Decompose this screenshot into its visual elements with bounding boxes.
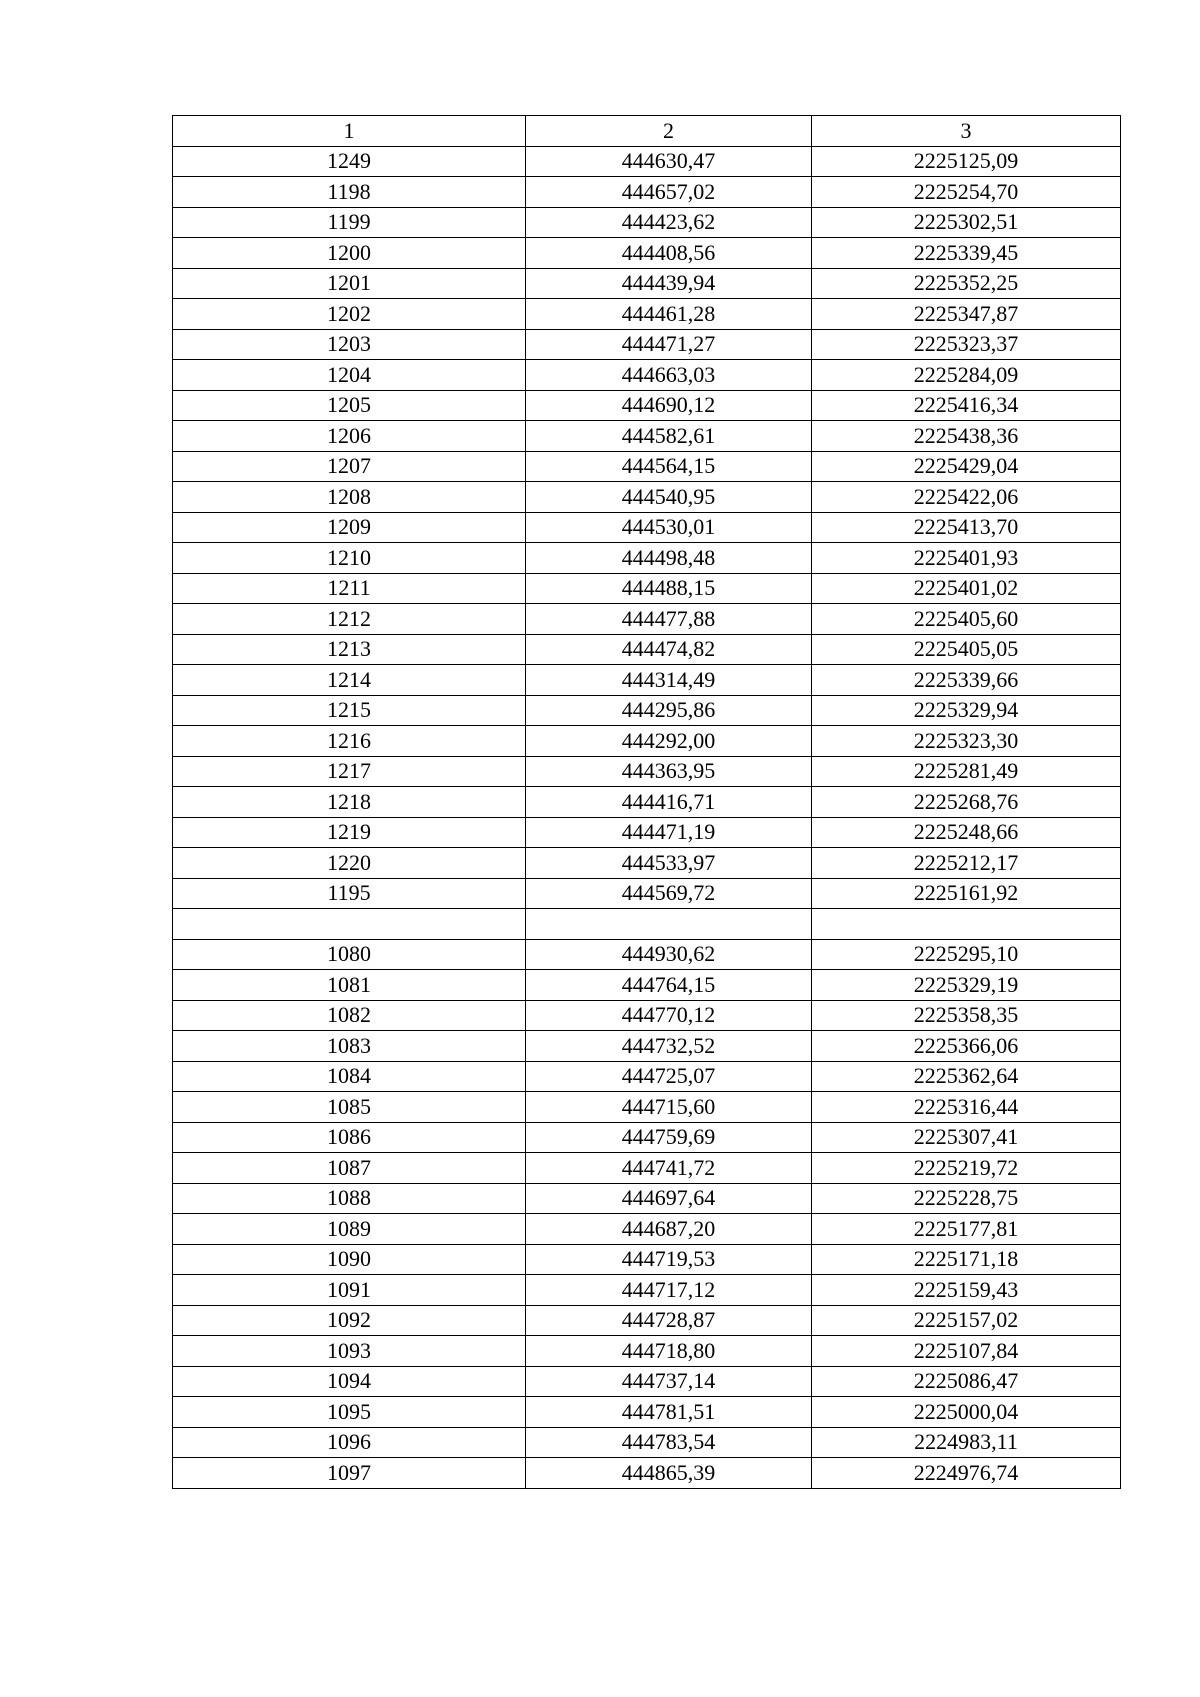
header-row xyxy=(173,116,1121,147)
x-coordinate-cell: 444717,12 xyxy=(526,1275,812,1306)
y-coordinate-cell: 2225177,81 xyxy=(812,1214,1121,1245)
x-coordinate-cell: 444408,56 xyxy=(526,238,812,269)
table-row xyxy=(173,817,1121,848)
point-number-cell: 1249 xyxy=(173,146,526,177)
point-number-cell: 1084 xyxy=(173,1061,526,1092)
y-coordinate-cell: 2225295,10 xyxy=(812,939,1121,970)
x-coordinate-cell: 444715,60 xyxy=(526,1092,812,1123)
table-row xyxy=(173,1092,1121,1123)
table-row xyxy=(173,543,1121,574)
table-row xyxy=(173,604,1121,635)
y-coordinate-cell: 2225157,02 xyxy=(812,1305,1121,1336)
x-coordinate-cell: 444663,03 xyxy=(526,360,812,391)
y-coordinate-cell: 2225438,36 xyxy=(812,421,1121,452)
table-row xyxy=(173,1061,1121,1092)
x-coordinate-cell: 444461,28 xyxy=(526,299,812,330)
table-body xyxy=(173,146,1121,1488)
y-coordinate-cell: 2225212,17 xyxy=(812,848,1121,879)
point-number-cell: 1093 xyxy=(173,1336,526,1367)
y-coordinate-cell: 2225161,92 xyxy=(812,878,1121,909)
table-row xyxy=(173,1397,1121,1428)
x-coordinate-cell: 444488,15 xyxy=(526,573,812,604)
x-coordinate-cell: 444439,94 xyxy=(526,268,812,299)
y-coordinate-cell: 2225323,30 xyxy=(812,726,1121,757)
x-coordinate-cell: 444764,15 xyxy=(526,970,812,1001)
y-coordinate-cell: 2225413,70 xyxy=(812,512,1121,543)
table-row xyxy=(173,1214,1121,1245)
x-coordinate-cell: 444930,62 xyxy=(526,939,812,970)
y-coordinate-cell: 2225171,18 xyxy=(812,1244,1121,1275)
column-header-3: 3 xyxy=(812,116,1121,147)
y-coordinate-cell: 2225323,37 xyxy=(812,329,1121,360)
x-coordinate-cell: 444630,47 xyxy=(526,146,812,177)
x-coordinate-cell: 444657,02 xyxy=(526,177,812,208)
point-number-cell: 1201 xyxy=(173,268,526,299)
y-coordinate-cell: 2225401,02 xyxy=(812,573,1121,604)
x-coordinate-cell: 444498,48 xyxy=(526,543,812,574)
point-number-cell: 1198 xyxy=(173,177,526,208)
point-number-cell: 1097 xyxy=(173,1458,526,1489)
point-number-cell: 1195 xyxy=(173,878,526,909)
x-coordinate-cell: 444423,62 xyxy=(526,207,812,238)
y-coordinate-cell: 2225422,06 xyxy=(812,482,1121,513)
x-coordinate-cell: 444781,51 xyxy=(526,1397,812,1428)
y-coordinate-cell: 2225219,72 xyxy=(812,1153,1121,1184)
y-coordinate-cell: 2225159,43 xyxy=(812,1275,1121,1306)
table-row xyxy=(173,1366,1121,1397)
y-coordinate-cell: 2225000,04 xyxy=(812,1397,1121,1428)
point-number-cell: 1219 xyxy=(173,817,526,848)
table-row xyxy=(173,1122,1121,1153)
point-number-cell: 1212 xyxy=(173,604,526,635)
point-number-cell: 1096 xyxy=(173,1427,526,1458)
x-coordinate-cell: 444728,87 xyxy=(526,1305,812,1336)
x-coordinate-cell: 444295,86 xyxy=(526,695,812,726)
table-row xyxy=(173,482,1121,513)
point-number-cell xyxy=(173,909,526,940)
point-number-cell: 1202 xyxy=(173,299,526,330)
table-row xyxy=(173,970,1121,1001)
point-number-cell: 1203 xyxy=(173,329,526,360)
point-number-cell: 1086 xyxy=(173,1122,526,1153)
x-coordinate-cell: 444732,52 xyxy=(526,1031,812,1062)
y-coordinate-cell: 2224983,11 xyxy=(812,1427,1121,1458)
table-row xyxy=(173,146,1121,177)
point-number-cell: 1207 xyxy=(173,451,526,482)
table-row xyxy=(173,665,1121,696)
x-coordinate-cell: 444530,01 xyxy=(526,512,812,543)
point-number-cell: 1218 xyxy=(173,787,526,818)
table-row xyxy=(173,939,1121,970)
point-number-cell: 1200 xyxy=(173,238,526,269)
y-coordinate-cell: 2225248,66 xyxy=(812,817,1121,848)
y-coordinate-cell: 2225339,45 xyxy=(812,238,1121,269)
x-coordinate-cell: 444783,54 xyxy=(526,1427,812,1458)
y-coordinate-cell: 2225429,04 xyxy=(812,451,1121,482)
table-row xyxy=(173,573,1121,604)
table-row xyxy=(173,360,1121,391)
x-coordinate-cell: 444582,61 xyxy=(526,421,812,452)
point-number-cell: 1082 xyxy=(173,1000,526,1031)
x-coordinate-cell: 444697,64 xyxy=(526,1183,812,1214)
x-coordinate-cell: 444770,12 xyxy=(526,1000,812,1031)
y-coordinate-cell: 2225401,93 xyxy=(812,543,1121,574)
table-row xyxy=(173,787,1121,818)
table-row xyxy=(173,268,1121,299)
x-coordinate-cell: 444474,82 xyxy=(526,634,812,665)
x-coordinate-cell: 444363,95 xyxy=(526,756,812,787)
point-number-cell: 1092 xyxy=(173,1305,526,1336)
table-row xyxy=(173,451,1121,482)
point-number-cell: 1209 xyxy=(173,512,526,543)
x-coordinate-cell: 444471,27 xyxy=(526,329,812,360)
table-row xyxy=(173,726,1121,757)
column-header-2: 2 xyxy=(526,116,812,147)
x-coordinate-cell: 444737,14 xyxy=(526,1366,812,1397)
point-number-cell: 1094 xyxy=(173,1366,526,1397)
x-coordinate-cell: 444564,15 xyxy=(526,451,812,482)
x-coordinate-cell: 444533,97 xyxy=(526,848,812,879)
point-number-cell: 1210 xyxy=(173,543,526,574)
point-number-cell: 1199 xyxy=(173,207,526,238)
x-coordinate-cell: 444314,49 xyxy=(526,665,812,696)
table-row xyxy=(173,1031,1121,1062)
table-row xyxy=(173,421,1121,452)
point-number-cell: 1083 xyxy=(173,1031,526,1062)
y-coordinate-cell: 2225302,51 xyxy=(812,207,1121,238)
y-coordinate-cell: 2225281,49 xyxy=(812,756,1121,787)
x-coordinate-cell: 444690,12 xyxy=(526,390,812,421)
table-row xyxy=(173,1275,1121,1306)
y-coordinate-cell: 2225316,44 xyxy=(812,1092,1121,1123)
x-coordinate-cell: 444477,88 xyxy=(526,604,812,635)
y-coordinate-cell: 2225307,41 xyxy=(812,1122,1121,1153)
y-coordinate-cell: 2224976,74 xyxy=(812,1458,1121,1489)
x-coordinate-cell: 444741,72 xyxy=(526,1153,812,1184)
x-coordinate-cell: 444416,71 xyxy=(526,787,812,818)
x-coordinate-cell: 444471,19 xyxy=(526,817,812,848)
point-number-cell: 1085 xyxy=(173,1092,526,1123)
table-row xyxy=(173,1153,1121,1184)
x-coordinate-cell: 444865,39 xyxy=(526,1458,812,1489)
point-number-cell: 1213 xyxy=(173,634,526,665)
point-number-cell: 1215 xyxy=(173,695,526,726)
table-row xyxy=(173,909,1121,940)
y-coordinate-cell: 2225358,35 xyxy=(812,1000,1121,1031)
point-number-cell: 1095 xyxy=(173,1397,526,1428)
table-row xyxy=(173,238,1121,269)
coordinates-table xyxy=(172,115,1121,1489)
point-number-cell: 1211 xyxy=(173,573,526,604)
point-number-cell: 1204 xyxy=(173,360,526,391)
table-row xyxy=(173,1244,1121,1275)
y-coordinate-cell: 2225405,60 xyxy=(812,604,1121,635)
y-coordinate-cell: 2225352,25 xyxy=(812,268,1121,299)
table-row xyxy=(173,1336,1121,1367)
column-header-1: 1 xyxy=(173,116,526,147)
y-coordinate-cell: 2225416,34 xyxy=(812,390,1121,421)
table-header xyxy=(173,116,1121,147)
y-coordinate-cell: 2225329,94 xyxy=(812,695,1121,726)
y-coordinate-cell: 2225254,70 xyxy=(812,177,1121,208)
document-page xyxy=(172,115,1120,1489)
table-row xyxy=(173,207,1121,238)
x-coordinate-cell: 444292,00 xyxy=(526,726,812,757)
point-number-cell: 1214 xyxy=(173,665,526,696)
table-row xyxy=(173,390,1121,421)
x-coordinate-cell: 444687,20 xyxy=(526,1214,812,1245)
table-row xyxy=(173,512,1121,543)
y-coordinate-cell: 2225228,75 xyxy=(812,1183,1121,1214)
point-number-cell: 1088 xyxy=(173,1183,526,1214)
point-number-cell: 1080 xyxy=(173,939,526,970)
point-number-cell: 1206 xyxy=(173,421,526,452)
y-coordinate-cell: 2225347,87 xyxy=(812,299,1121,330)
point-number-cell: 1208 xyxy=(173,482,526,513)
y-coordinate-cell: 2225268,76 xyxy=(812,787,1121,818)
y-coordinate-cell: 2225405,05 xyxy=(812,634,1121,665)
y-coordinate-cell: 2225107,84 xyxy=(812,1336,1121,1367)
y-coordinate-cell: 2225339,66 xyxy=(812,665,1121,696)
y-coordinate-cell: 2225125,09 xyxy=(812,146,1121,177)
table-row xyxy=(173,756,1121,787)
point-number-cell: 1081 xyxy=(173,970,526,1001)
x-coordinate-cell: 444759,69 xyxy=(526,1122,812,1153)
point-number-cell: 1089 xyxy=(173,1214,526,1245)
table-row xyxy=(173,1183,1121,1214)
table-row xyxy=(173,848,1121,879)
table-row xyxy=(173,634,1121,665)
table-row xyxy=(173,695,1121,726)
x-coordinate-cell: 444569,72 xyxy=(526,878,812,909)
y-coordinate-cell xyxy=(812,909,1121,940)
x-coordinate-cell: 444718,80 xyxy=(526,1336,812,1367)
point-number-cell: 1091 xyxy=(173,1275,526,1306)
x-coordinate-cell: 444725,07 xyxy=(526,1061,812,1092)
point-number-cell: 1090 xyxy=(173,1244,526,1275)
x-coordinate-cell xyxy=(526,909,812,940)
table-row xyxy=(173,878,1121,909)
point-number-cell: 1205 xyxy=(173,390,526,421)
point-number-cell: 1217 xyxy=(173,756,526,787)
table-row xyxy=(173,1000,1121,1031)
table-row xyxy=(173,1427,1121,1458)
table-row xyxy=(173,1458,1121,1489)
y-coordinate-cell: 2225366,06 xyxy=(812,1031,1121,1062)
table-row xyxy=(173,1305,1121,1336)
point-number-cell: 1087 xyxy=(173,1153,526,1184)
table-row xyxy=(173,177,1121,208)
table-row xyxy=(173,329,1121,360)
y-coordinate-cell: 2225284,09 xyxy=(812,360,1121,391)
point-number-cell: 1220 xyxy=(173,848,526,879)
y-coordinate-cell: 2225362,64 xyxy=(812,1061,1121,1092)
x-coordinate-cell: 444719,53 xyxy=(526,1244,812,1275)
y-coordinate-cell: 2225086,47 xyxy=(812,1366,1121,1397)
x-coordinate-cell: 444540,95 xyxy=(526,482,812,513)
table-row xyxy=(173,299,1121,330)
point-number-cell: 1216 xyxy=(173,726,526,757)
y-coordinate-cell: 2225329,19 xyxy=(812,970,1121,1001)
